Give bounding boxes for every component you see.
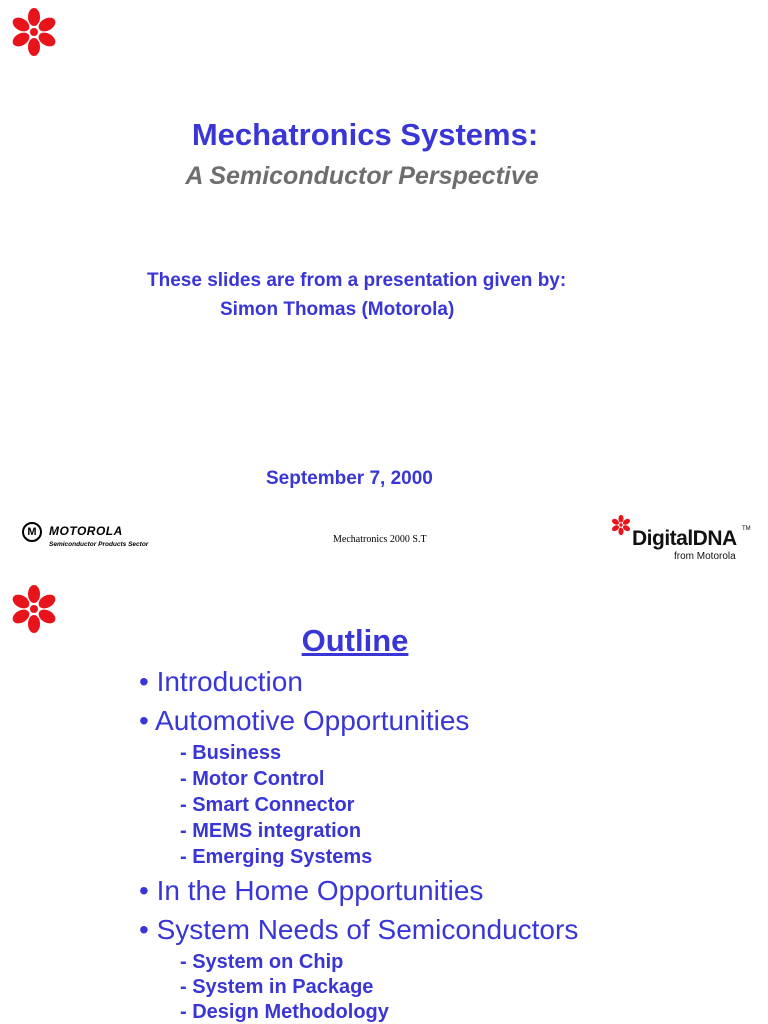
outline-subitem: - Business — [180, 742, 282, 764]
outline-subitem: - System in Package — [180, 976, 374, 998]
slide-title: Mechatronics Systems: — [191, 117, 539, 152]
digitaldna-logo — [610, 514, 755, 562]
digitaldna-tagline: from Motorola — [674, 551, 736, 562]
motorola-batwing-icon: M — [22, 522, 42, 542]
outline-subitem: - System on Chip — [180, 951, 344, 973]
outline-subitem: - MEMS integration — [180, 820, 362, 842]
outline-subitem: - Smart Connector — [180, 794, 355, 816]
trademark-mark: TM — [742, 526, 751, 532]
presentation-date: September 7, 2000 — [266, 468, 433, 489]
outline-subitem: - Design Methodology — [180, 1001, 389, 1023]
outline-bullet: • In the Home Opportunities — [139, 875, 484, 906]
presenter-name: Simon Thomas (Motorola) — [220, 299, 455, 320]
outline-subitem: - Motor Control — [180, 768, 325, 790]
outline-title: Outline — [301, 623, 409, 658]
outline-subitem: - Emerging Systems — [180, 846, 373, 868]
slide-footer: Mechatronics 2000 S.T — [333, 534, 427, 545]
motorola-sector: Semiconductor Products Sector — [49, 541, 149, 548]
motorola-logo — [22, 520, 152, 554]
outline-bullet: • Introduction — [139, 666, 303, 697]
motorola-wordmark: MOTOROLA — [49, 524, 123, 538]
outline-bullet: • Automotive Opportunities — [139, 705, 470, 736]
slide-subtitle: A Semiconductor Perspective — [185, 162, 539, 190]
digitaldna-wordmark: DigitalDNA — [632, 527, 737, 550]
intro-line-1: These slides are from a presentation given by: — [147, 270, 567, 291]
outline-bullet: • System Needs of Semiconductors — [139, 914, 579, 945]
digitaldna-flower-icon — [610, 514, 632, 536]
digitaldna-flower-icon — [8, 6, 60, 58]
